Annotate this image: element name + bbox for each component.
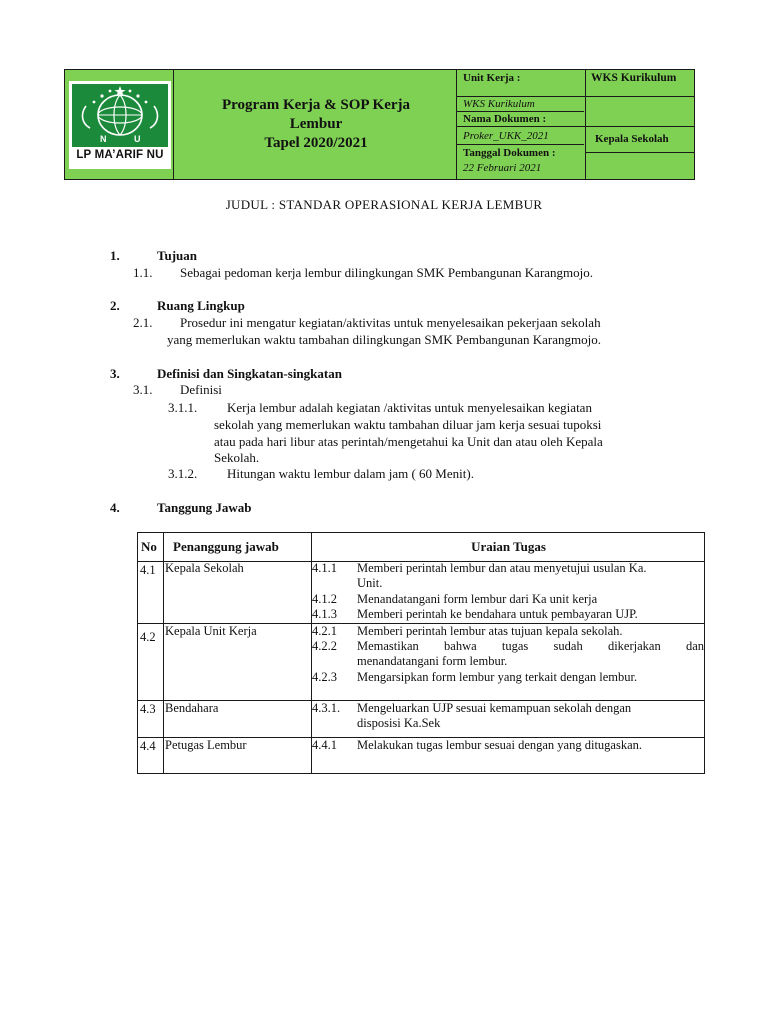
table-header-pj: Penanggung jawab (173, 539, 279, 554)
task-4-3-1-number: 4.3.1. (312, 701, 341, 715)
item-3-1-1-line-1: Kerja lembur adalah kegiatan /aktivitas untuk menyelesaikan kegiatan (227, 400, 592, 415)
task-4-1-1-line-2: Unit. (357, 576, 383, 590)
item-2-1-number: 2.1. (133, 315, 153, 330)
row-1-pj: Kepala Sekolah (165, 561, 244, 575)
table-header-no: No (141, 539, 157, 554)
tanggal-dokumen-label: Tanggal Dokumen : (463, 147, 556, 159)
task-4-2-3-text: Mengarsipkan form lembur yang terkait dengan lembur. (357, 670, 638, 684)
program-title-line-3: Tapel 2020/2021 (264, 135, 368, 151)
unit-kerja-right: WKS Kurikulum (591, 72, 677, 84)
nama-dokumen-label: Nama Dokumen : (463, 113, 547, 125)
row-4-no: 4.4 (140, 739, 156, 753)
task-4-1-2-number: 4.1.2 (312, 592, 337, 606)
item-1-1-text: Sebagai pedoman kerja lembur dilingkungan SMK Pembangunan Karangmojo. (180, 265, 594, 280)
section-4-title: Tanggung Jawab (157, 500, 252, 515)
task-4-1-2-text: Menandatangani form lembur dari Ka unit kerja (357, 592, 598, 606)
responsibility-table (137, 532, 705, 774)
nu-emblem-graphic (72, 84, 168, 147)
program-title-line-2: Lembur (289, 116, 343, 132)
unit-kerja-value: WKS Kurikulum (463, 98, 535, 110)
item-1-1-number: 1.1. (133, 265, 153, 280)
table-header-uraian: Uraian Tugas (471, 539, 546, 554)
item-2-1-text-line-2: yang memerlukan waktu tambahan dilingkungan SMK Pembangunan Karangmojo. (167, 332, 601, 347)
task-4-3-1-line-1: Mengeluarkan UJP sesuai kemampuan sekolah dengan (357, 701, 632, 715)
document-title: JUDUL : STANDAR OPERASIONAL KERJA LEMBUR (225, 197, 543, 212)
item-3-1-1-line-3: atau pada hari libur atas perintah/mengetahui ka Unit dan atau oleh Kepala (214, 434, 603, 449)
section-4-number: 4. (110, 500, 120, 515)
section-2-number: 2. (110, 298, 120, 313)
section-2-title: Ruang Lingkup (157, 298, 245, 313)
task-4-2-1-text: Memberi perintah lembur atas tujuan kepala sekolah. (357, 624, 623, 638)
task-4-2-2-line-1: Memastikan bahwa tugas sudah dikerjakan dan (357, 639, 704, 653)
task-4-1-3-number: 4.1.3 (312, 607, 337, 621)
task-4-2-2-number: 4.2.2 (312, 639, 337, 653)
section-1-number: 1. (110, 248, 120, 263)
lp-maarif-nu-logo (69, 81, 171, 169)
task-4-1-3-text: Memberi perintah ke bendahara untuk pembayaran UJP. (357, 607, 638, 621)
row-2-no: 4.2 (140, 630, 156, 644)
task-4-1-1-line-1: Memberi perintah lembur dan atau menyetujui usulan Ka. (357, 561, 647, 575)
program-title-line-1: Program Kerja & SOP Kerja (222, 97, 410, 113)
section-3-number: 3. (110, 366, 120, 381)
item-3-1-number: 3.1. (133, 382, 153, 397)
task-4-2-3-number: 4.2.3 (312, 670, 337, 684)
tanggal-dokumen-value: 22 Februari 2021 (463, 162, 542, 174)
row-4-pj: Petugas Lembur (165, 738, 247, 752)
row-2-pj: Kepala Unit Kerja (165, 624, 257, 638)
section-1-title: Tujuan (157, 248, 197, 263)
unit-kerja-label: Unit Kerja : (463, 72, 521, 84)
row-1-no: 4.1 (140, 563, 156, 577)
nu-emblem (72, 84, 168, 147)
item-3-1-1-line-4: Sekolah. (214, 450, 260, 465)
task-4-2-1-number: 4.2.1 (312, 624, 337, 638)
row-3-no: 4.3 (140, 702, 156, 716)
task-4-2-2-line-2: menandatangani form lembur. (357, 654, 508, 668)
item-3-1-2-text: Hitungan waktu lembur dalam jam ( 60 Menit). (227, 466, 474, 481)
item-3-1-1-number: 3.1.1. (168, 400, 198, 415)
section-3-title: Definisi dan Singkatan-singkatan (157, 366, 342, 381)
task-4-1-1-number: 4.1.1 (312, 561, 337, 575)
task-4-4-1-text: Melakukan tugas lembur sesuai dengan yang ditugaskan. (357, 738, 642, 752)
document-header (64, 69, 695, 180)
approver-cell: Kepala Sekolah (595, 133, 669, 145)
item-2-1-text-line-1: Prosedur ini mengatur kegiatan/aktivitas untuk menyelesaikan pekerjaan sekolah (180, 315, 601, 330)
row-3-pj: Bendahara (165, 701, 219, 715)
logo-label: LP MA’ARIF NU (76, 149, 164, 161)
nama-dokumen-value: Proker_UKK_2021 (463, 130, 549, 142)
logo-letter-n: N (100, 134, 107, 144)
item-3-1-1-line-2: sekolah yang memerlukan waktu tambahan diluar jam kerja sesuai tupoksi (214, 417, 602, 432)
task-4-3-1-line-2: disposisi Ka.Sek (357, 716, 441, 730)
item-3-1-2-number: 3.1.2. (168, 466, 198, 481)
item-3-1-title: Definisi (180, 382, 222, 397)
task-4-4-1-number: 4.4.1 (312, 738, 337, 752)
logo-letter-u: U (134, 134, 141, 144)
program-title (175, 70, 457, 179)
